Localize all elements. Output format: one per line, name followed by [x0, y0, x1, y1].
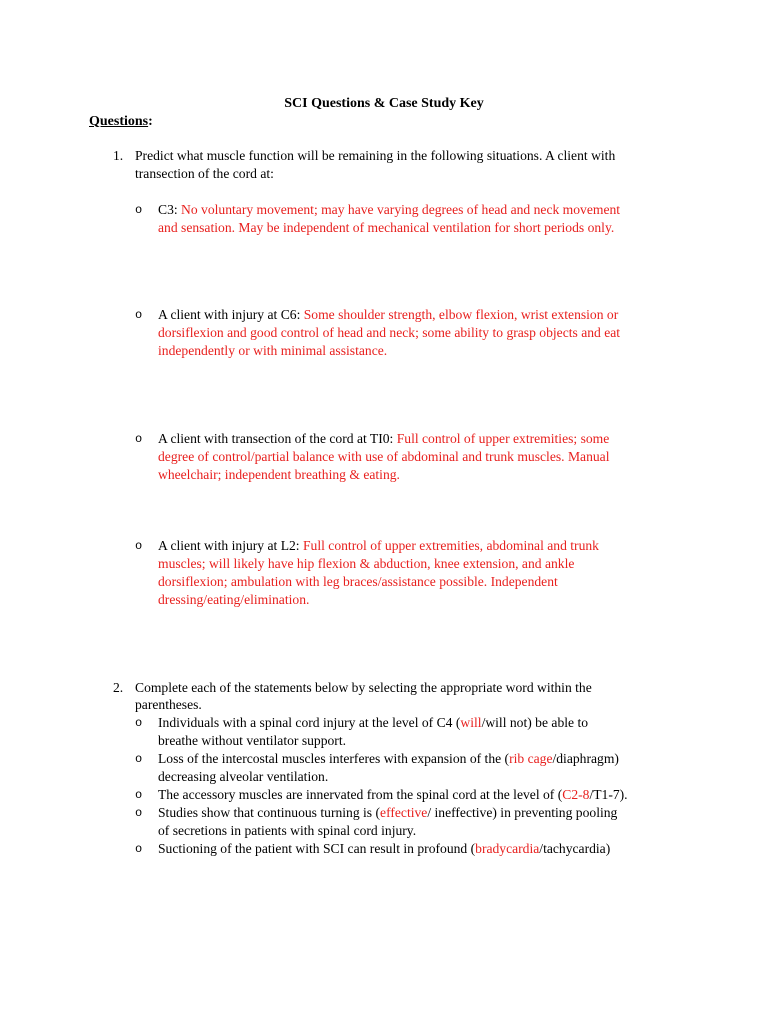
- bullet-marker: o: [135, 203, 143, 217]
- q2-s4-text-b: / ineffective) in preventing pooling: [427, 805, 618, 820]
- q2-s3-answer: C2-8: [562, 787, 590, 802]
- q2-s5-answer: bradycardia: [475, 841, 540, 856]
- q1-item-t10-line-1: [158, 430, 688, 448]
- bullet-marker: o: [135, 539, 143, 553]
- q2-s2-text-a: Loss of the intercostal muscles interferes with expansion of the (: [158, 751, 510, 766]
- question-2-line-2: parentheses.: [135, 697, 202, 712]
- questions-heading: [89, 113, 153, 131]
- q2-s5-text-b: /tachycardia): [539, 841, 611, 856]
- q1-item-t10-answer-line-3: wheelchair; independent breathing & eating.: [158, 467, 400, 482]
- q1-item-l2-line-1: [158, 537, 688, 555]
- q1-item-c6-answer-line-2: dorsiflexion and good control of head and neck; some ability to grasp objects and eat: [158, 325, 621, 340]
- q2-s2-answer: rib cage: [509, 751, 553, 766]
- q1-item-c6-line-1: [158, 306, 688, 324]
- q1-item-l2-prefix: A client with injury at L2:: [158, 538, 303, 553]
- q1-item-c3-answer-line-1: No voluntary movement; may have varying degrees of head and neck movement: [181, 202, 621, 217]
- q1-item-c6-answer-line-1: Some shoulder strength, elbow flexion, wrist extension or: [303, 307, 619, 322]
- q2-s1-text-b: /will not) be able to: [481, 715, 589, 730]
- bullet-marker: o: [135, 806, 143, 820]
- question-1-line-2: transection of the cord at:: [135, 166, 274, 181]
- q1-item-l2-answer-line-3: dorsiflexion; ambulation with leg braces/assistance possible. Independent: [158, 574, 558, 589]
- q2-statement-2: [158, 750, 688, 768]
- q2-s1-text-a: Individuals with a spinal cord injury at the level of C4 (: [158, 715, 461, 730]
- q1-item-l2-answer-line-4: dressing/eating/elimination.: [158, 592, 310, 607]
- q2-statement-1: [158, 714, 688, 732]
- q2-s4-answer: effective: [380, 805, 428, 820]
- q1-item-c3-prefix: C3:: [158, 202, 182, 217]
- q1-item-t10-answer-line-1: Full control of upper extremities; some: [396, 431, 610, 446]
- q1-item-l2-answer-line-2: muscles; will likely have hip flexion & abduction, knee extension, and ankle: [158, 556, 575, 571]
- q2-statement-3: [158, 786, 688, 804]
- document-title: SCI Questions & Case Study Key: [284, 96, 484, 111]
- q2-s1-answer: will: [460, 715, 482, 730]
- q2-s3-text-a: The accessory muscles are innervated from the spinal cord at the level of (: [158, 787, 563, 802]
- question-1-number: 1.: [113, 148, 124, 163]
- q2-statement-4-line-2: of secretions in patients with spinal cord injury.: [158, 823, 417, 838]
- q2-statement-4: [158, 804, 688, 822]
- q1-item-c3-line-1: [158, 201, 688, 219]
- bullet-marker: o: [135, 788, 143, 802]
- bullet-marker: o: [135, 432, 143, 446]
- question-1-line-1: Predict what muscle function will be remaining in the following situations. A client with: [135, 148, 616, 163]
- q2-statement-5: [158, 840, 688, 858]
- q2-statement-1-line-2: breathe without ventilator support.: [158, 733, 347, 748]
- q1-item-t10-answer-line-2: degree of control/partial balance with use of abdominal and trunk muscles. Manual: [158, 449, 610, 464]
- question-2-line-1: Complete each of the statements below by selecting the appropriate word within the: [135, 680, 592, 695]
- bullet-marker: o: [135, 308, 143, 322]
- question-2-number: 2.: [113, 680, 124, 695]
- q2-s5-text-a: Suctioning of the patient with SCI can result in profound (: [158, 841, 476, 856]
- bullet-marker: o: [135, 752, 143, 766]
- q1-item-c6-answer-line-3: independently or with minimal assistance.: [158, 343, 388, 358]
- q2-s2-text-b: /diaphragm): [552, 751, 619, 766]
- questions-heading-text: Questions: [89, 114, 149, 129]
- q2-s4-text-a: Studies show that continuous turning is (: [158, 805, 381, 820]
- questions-heading-colon: :: [148, 114, 153, 129]
- q1-item-l2-answer-line-1: Full control of upper extremities, abdominal and trunk: [302, 538, 599, 553]
- q1-item-c6-prefix: A client with injury at C6:: [158, 307, 304, 322]
- q2-statement-2-line-2: decreasing alveolar ventilation.: [158, 769, 329, 784]
- bullet-marker: o: [135, 842, 143, 856]
- bullet-marker: o: [135, 716, 143, 730]
- q2-s3-text-b: /T1-7).: [589, 787, 628, 802]
- q1-item-c3-answer-line-2: and sensation. May be independent of mechanical ventilation for short periods only.: [158, 220, 615, 235]
- q1-item-t10-prefix: A client with transection of the cord at TI0:: [158, 431, 397, 446]
